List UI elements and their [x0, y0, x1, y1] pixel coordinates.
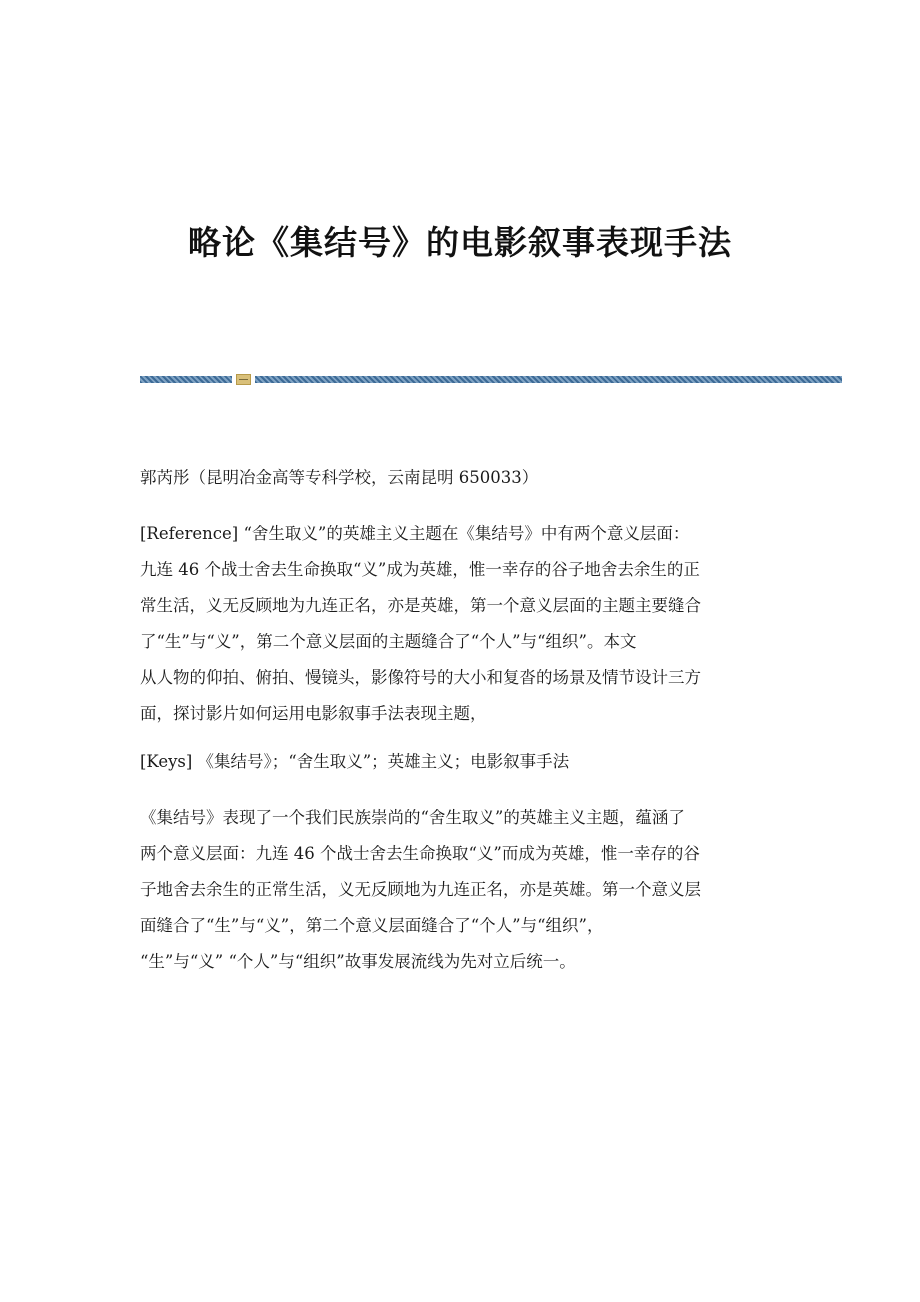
- abstract-line: 面，探讨影片如何运用电影叙事手法表现主题，: [140, 704, 487, 723]
- divider-bar-right: [255, 376, 842, 383]
- abstract-line: 了“生”与“义”，第二个意义层面的主题缝合了“个人”与“组织”。本文: [140, 632, 637, 651]
- divider-bar-left: [140, 376, 232, 383]
- abstract-line: 常生活，义无反顾地为九连正名，亦是英雄，第一个意义层面的主题主要缝合: [140, 596, 701, 615]
- title-divider: [140, 374, 842, 384]
- abstract-line: [Reference] “舍生取义”的英雄主义主题在《集结号》中有两个意义层面：: [140, 524, 690, 543]
- abstract-line: 从人物的仰拍、俯拍、慢镜头，影像符号的大小和复沓的场景及情节设计三方: [140, 668, 701, 687]
- article-content: [140, 466, 780, 998]
- abstract-paragraph: [140, 516, 780, 732]
- body-line: 子地舍去余生的正常生活，义无反顾地为九连正名，亦是英雄。第一个意义层: [140, 880, 701, 899]
- author-affiliation: 郭芮彤（昆明冶金高等专科学校，云南昆明 650033）: [140, 468, 539, 487]
- body-line: 两个意义层面：九连 46 个战士舍去生命换取“义”而成为英雄，惟一幸存的谷: [140, 844, 700, 863]
- envelope-icon: [236, 374, 251, 385]
- body-line: 面缝合了“生”与“义”，第二个意义层面缝合了“个人”与“组织”，: [140, 916, 604, 935]
- body-line: “生”与“义” “个人”与“组织”故事发展流线为先对立后统一。: [140, 952, 576, 971]
- body-line: 《集结号》表现了一个我们民族崇尚的“舍生取义”的英雄主义主题，蕴涵了: [140, 808, 685, 827]
- page-title: 略论《集结号》的电影叙事表现手法: [188, 223, 732, 262]
- abstract-line: 九连 46 个战士舍去生命换取“义”成为英雄，惟一幸存的谷子地舍去余生的正: [140, 560, 700, 579]
- body-paragraph: [140, 800, 780, 980]
- keywords-line: [Keys] 《集结号》；“舍生取义”；英雄主义；电影叙事手法: [140, 752, 570, 771]
